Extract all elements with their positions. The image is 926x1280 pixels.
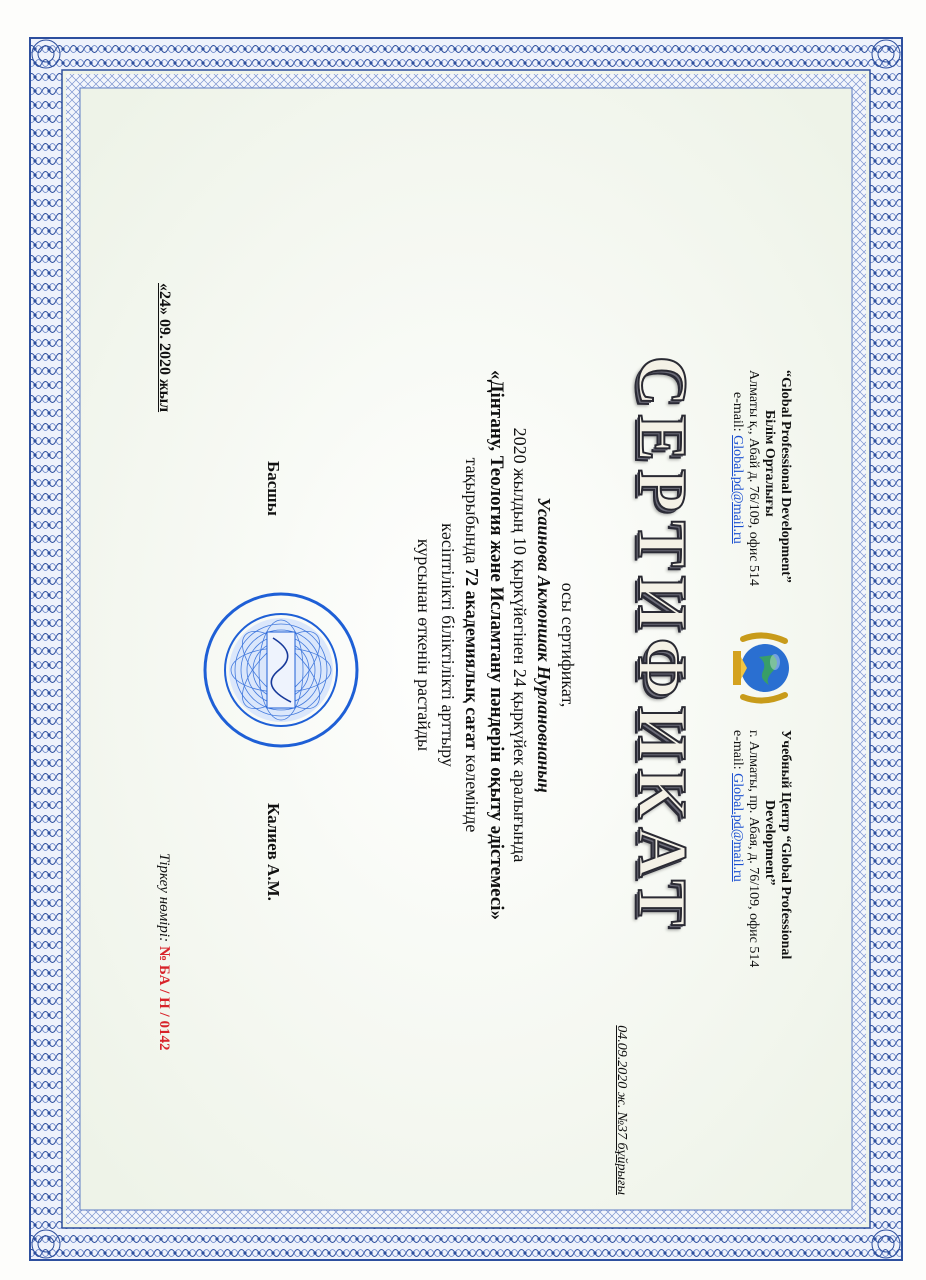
header-ru-line2: Development” [762, 800, 777, 886]
header-kz [729, 370, 793, 600]
course-hours-prefix: тақырыбында [462, 457, 482, 564]
course-period: 2020 жылдың 10 қыркүйегінен 24 қыркүйек аралығында [510, 427, 530, 863]
body-intro: осы сертификат, [558, 582, 578, 708]
body-line-confirms: курсынан өткенін растайды [414, 538, 434, 752]
registration-label: Тіркеу нөмірі: [156, 853, 172, 943]
course-title: «Дінтану, Теология және Исламтану пәндерін оқыту әдістемесі» [486, 369, 507, 921]
header-ru-line3: г. Алматы, пр. Абая, д. 76/109, офис 514 [746, 730, 761, 968]
header-kz-email-label: e-mail: [730, 392, 745, 432]
header-kz-email-link[interactable]: Global.pd@mail.ru [730, 435, 745, 544]
header-ru-line1: Учебный Центр “Global Professional [778, 730, 793, 960]
header-kz-line3: Алматы қ., Абай д. 76/109, офис 514 [746, 370, 761, 587]
recipient-name: Усаинова Акмоншак Нурлановнаның [534, 497, 554, 793]
certificate-title: СЕРТИФИКАТ [623, 355, 700, 935]
header-ru-email-label: e-mail: [730, 730, 745, 770]
registration-line [155, 853, 173, 1050]
signatory-role: Басшы [264, 461, 283, 516]
header-kz-line2: Білім Орталығы [762, 410, 777, 517]
issue-date: «24» 09. 2020 жыл [156, 283, 173, 413]
header-ru [729, 730, 793, 1050]
course-hours [461, 215, 483, 1075]
course-hours-amount: 72 академиялық сағат [462, 568, 482, 750]
order-reference: 04.09.2020 ж. №37 бұйрығы [614, 1025, 629, 1195]
company-seal-icon [201, 590, 361, 750]
signatory-name: Калиев А.М. [264, 803, 283, 901]
header-kz-line1: “Global Professional Development” [778, 370, 793, 583]
certificate-content [35, 35, 891, 1245]
body-line-qualification: кәсіптілікті біліктілікті арттыру [438, 523, 458, 767]
course-hours-suffix: көлемінде [462, 754, 482, 833]
globe-laurel-logo-icon [721, 627, 803, 709]
registration-number: № БА / Н / 0142 [156, 946, 172, 1051]
header-ru-email-link[interactable]: Global.pd@mail.ru [730, 773, 745, 882]
